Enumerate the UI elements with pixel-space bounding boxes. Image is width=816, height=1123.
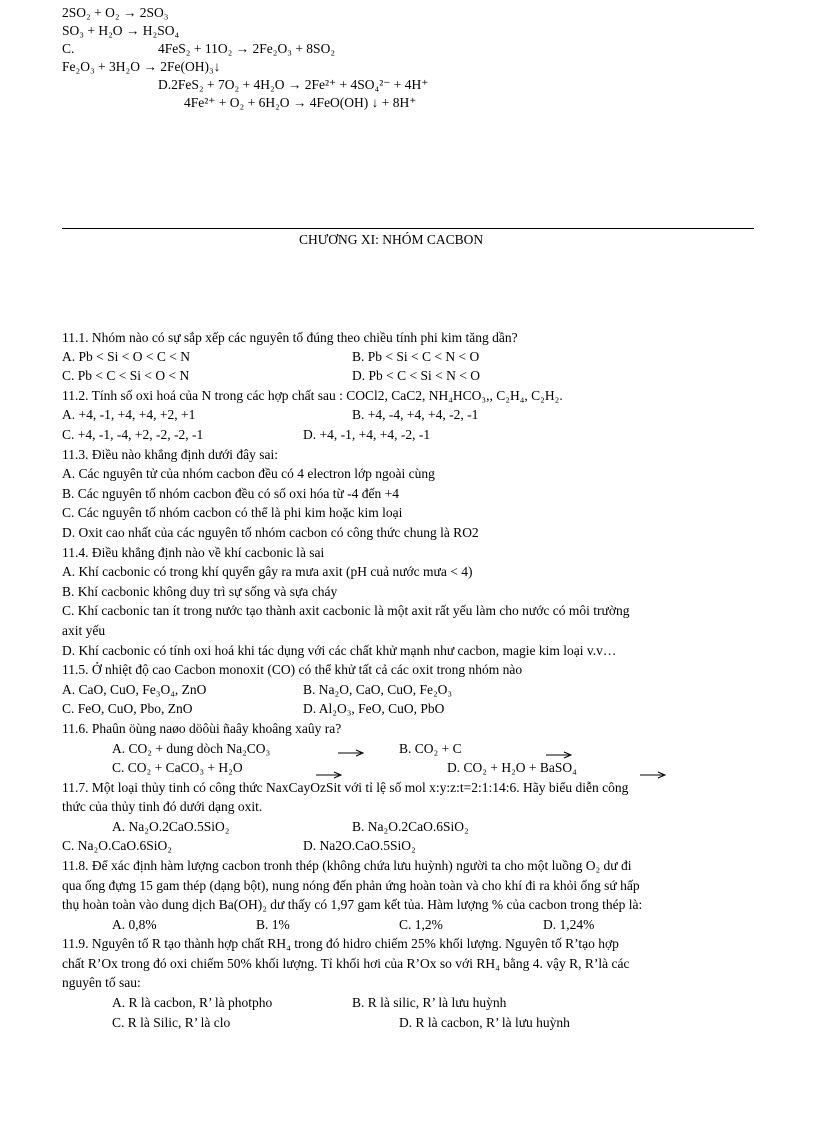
arrow-icon [316, 771, 342, 779]
option-b: B. Các nguyên tố nhóm cacbon đều có số oxi hóa từ -4 đến +4 [62, 486, 399, 501]
option-b: B. Na₂O, CaO, CuO, Fe₂O₃ [303, 682, 453, 697]
arrow-icon [640, 771, 666, 779]
option-b: B. R là silic, R’ là lưu huỳnh [352, 995, 507, 1010]
option-c: C. Các nguyên tố nhóm cacbon có thể là phi kim hoặc kim loại [62, 505, 403, 520]
arrow-icon [338, 749, 364, 757]
option-d: D. Khí cacbonic có tính oxi hoá khi tác dụng với các chất khử mạnh như cacbon, magie kim loại v.v… [62, 643, 617, 658]
option-a: A. Pb < Si < O < C < N [62, 349, 190, 364]
option-b: B. +4, -4, +4, +4, -2, -1 [352, 407, 479, 422]
equation-2: SO₃ + H₂O → H₂SO₄ [62, 23, 180, 38]
option-c-label: C. [62, 41, 75, 56]
option-d: D. Na2O.CaO.5SiO₂ [303, 838, 416, 853]
question-11-1: 11.1. Nhóm nào có sự sắp xếp các nguyên tố đúng theo chiều tính phi kim tăng dần? [62, 330, 518, 345]
option-d: D. Oxit cao nhất của các nguyên tố nhóm cacbon có công thức chung là RO2 [62, 525, 479, 540]
option-d: D. 1,24% [543, 917, 595, 932]
arrow-icon [546, 751, 572, 759]
question-11-4: 11.4. Điều khẳng định nào về khí cacbonic là sai [62, 545, 325, 560]
option-b: B. 1% [256, 917, 290, 932]
option-c: C. Khí cacbonic tan ít trong nước tạo thành axit cacbonic là một axit rất yếu làm cho nước có môi trường [62, 603, 630, 618]
question-11-7-continued: thức của thủy tinh đó dưới dạng oxit. [62, 799, 263, 814]
option-d: D. CO₂ + H₂O + BaSO₄ [447, 760, 577, 775]
option-c: C. +4, -1, -4, +2, -2, -2, -1 [62, 427, 204, 442]
option-a: A. Các nguyên tử của nhóm cacbon đều có 4 electron lớp ngoài cùng [62, 466, 435, 481]
horizontal-rule [62, 228, 754, 229]
option-b: B. Pb < Si < C < N < O [352, 349, 480, 364]
question-11-6: 11.6. Phaûn öùng naøo döôùi ñaây khoâng xaûy ra? [62, 721, 342, 736]
option-d: D. R là cacbon, R’ là lưu huỳnh [399, 1015, 570, 1030]
option-c: C. 1,2% [399, 917, 443, 932]
question-11-9-continued: chất R’Ox trong đó oxi chiếm 50% khối lượng. Tỉ khối hơi của R’Ox so với RH₄ bằng 4. vậy R, R’là các [62, 956, 630, 971]
question-11-9-continued: nguyên tố sau: [62, 975, 141, 990]
question-11-8-continued: thụ hoàn toàn vào dung dịch Ba(OH)₂ dư thấy có 1,97 gam kết tủa. Hàm lượng % của cacbon trong thép là: [62, 897, 643, 912]
equation-5: D.2FeS₂ + 7O₂ + 4H₂O → 2Fe²⁺ + 4SO₄²⁻ + 4H⁺ [158, 77, 429, 92]
option-b: B. Khí cacbonic không duy trì sự sống và sựa cháy [62, 584, 338, 599]
equation-3: 4FeS₂ + 11O₂ → 2Fe₂O₃ + 8SO₂ [158, 41, 336, 56]
question-11-5: 11.5. Ở nhiệt độ cao Cacbon monoxit (CO) có thể khử tất cả các oxit trong nhóm nào [62, 662, 523, 677]
option-c: C. Na₂O.CaO.6SiO₂ [62, 838, 172, 853]
question-11-9: 11.9. Nguyên tố R tạo thành hợp chất RH₄ trong đó hidro chiếm 25% khối lượng. Nguyên tố R’tạo hợp [62, 936, 619, 951]
equation-6: 4Fe²⁺ + O₂ + 6H₂O → 4FeO(OH) ↓ + 8H⁺ [184, 95, 417, 110]
question-11-8: 11.8. Để xác định hàm lượng cacbon tronh thép (không chứa lưu huỳnh) người ta cho một luồng O₂ dư đi [62, 858, 632, 873]
option-c-continued: axit yếu [62, 623, 106, 638]
equation-1: 2SO₂ + O₂ → 2SO₃ [62, 5, 169, 20]
chapter-title: CHƯƠNG XI: NHÓM CACBON [299, 232, 484, 247]
option-c: C. CO₂ + CaCO₃ + H₂O [112, 760, 243, 775]
option-a: A. CaO, CuO, Fe₃O₄, ZnO [62, 682, 207, 697]
option-d: D. Al₂O₃, FeO, CuO, PbO [303, 701, 445, 716]
question-11-8-continued: qua ống đựng 15 gam thép (dạng bột), nung nóng đến phản ứng hoàn toàn và cho khí đi ra khỏi ống sứ hấp [62, 878, 640, 893]
option-b: B. Na₂O.2CaO.6SiO₂ [352, 819, 469, 834]
equation-4: Fe₂O₃ + 3H₂O → 2Fe(OH)₃↓ [62, 59, 221, 74]
option-d: D. Pb < C < Si < N < O [352, 368, 480, 383]
option-c: C. Pb < C < Si < O < N [62, 368, 190, 383]
option-a: A. 0,8% [112, 917, 157, 932]
option-d: D. +4, -1, +4, +4, -2, -1 [303, 427, 431, 442]
option-c: C. FeO, CuO, Pbo, ZnO [62, 701, 193, 716]
question-11-3: 11.3. Điều nào khẳng định dưới đây sai: [62, 447, 279, 462]
question-11-2: 11.2. Tính số oxi hoá của N trong các hợp chất sau : COCl2, CaC2, NH₄HCO₃,, C₂H₄, C₂H₂. [62, 388, 563, 403]
option-a: A. CO₂ + dung dòch Na₂CO₃ [112, 741, 271, 756]
option-a: A. +4, -1, +4, +4, +2, +1 [62, 407, 196, 422]
question-11-7: 11.7. Một loại thủy tinh có công thức NaxCayOzSit với tỉ lệ số mol x:y:z:t=2:1:14:6. Hãy biểu diễn công [62, 780, 629, 795]
option-a: A. Khí cacbonic có trong khí quyển gây ra mưa axit (pH cuả nước mưa < 4) [62, 564, 473, 579]
option-b: B. CO₂ + C [399, 741, 462, 756]
option-c: C. R là Silic, R’ là clo [112, 1015, 231, 1030]
option-a: A. R là cacbon, R’ là photpho [112, 995, 273, 1010]
option-a: A. Na₂O.2CaO.5SiO₂ [112, 819, 230, 834]
